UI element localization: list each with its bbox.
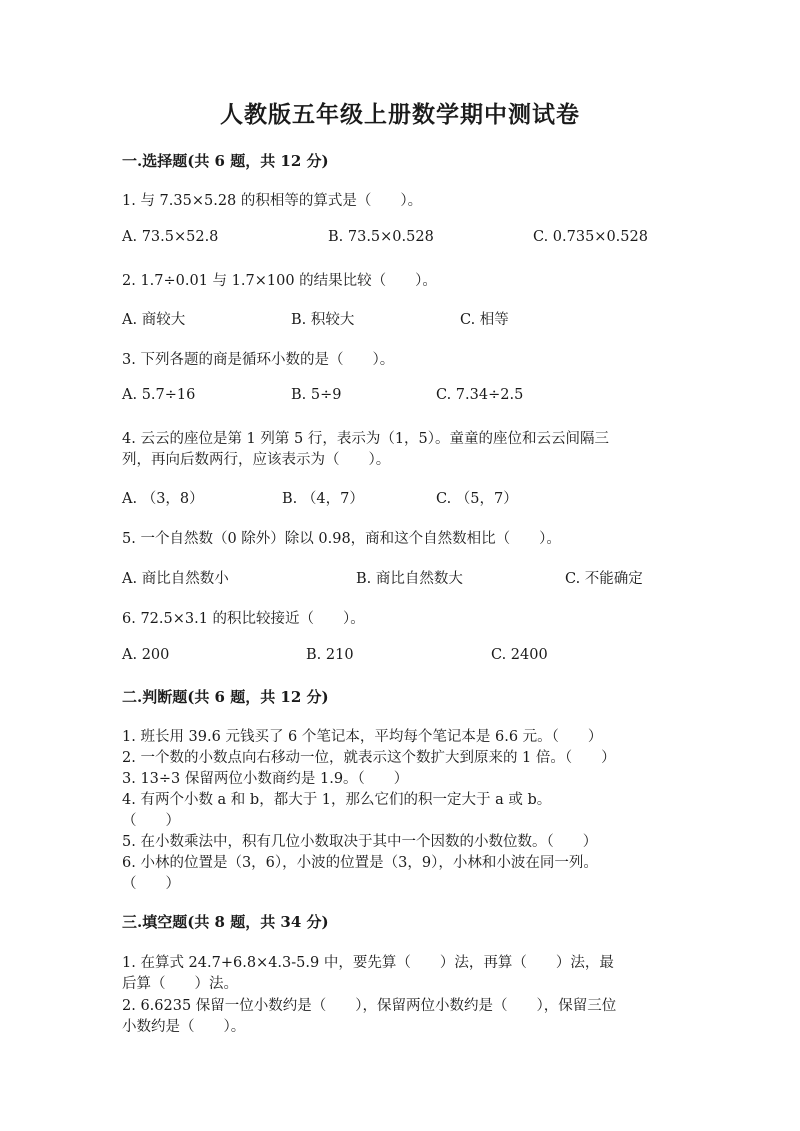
option-a: A. 商较大 — [122, 312, 186, 328]
option-a: A. 商比自然数小 — [122, 571, 229, 587]
judgement-item-continued: （ ） — [122, 876, 180, 892]
question-stem: 4. 云云的座位是第 1 列第 5 行，表示为（1，5）。童童的座位和云云间隔三 — [122, 431, 610, 447]
option-c: C. 0.735×0.528 — [533, 229, 648, 245]
question-stem: 3. 下列各题的商是循环小数的是（ ）。 — [122, 352, 395, 368]
question-stem-continued: 列，再向后数两行，应该表示为（ ）。 — [122, 452, 391, 468]
judgement-item: 5. 在小数乘法中，积有几位小数取决于其中一个因数的小数位数。（ ） — [122, 834, 598, 850]
option-b: B. 210 — [306, 647, 354, 663]
fill-in-item-continued: 后算（ ）法。 — [122, 976, 238, 992]
fill-in-item: 1. 在算式 24.7+6.8×4.3-5.9 中，要先算（ ）法，再算（ ）法，最 — [122, 955, 614, 971]
section-heading-choice: 一.选择题(共 6 题，共 12 分) — [122, 152, 329, 170]
question-stem: 6. 72.5×3.1 的积比较接近（ ）。 — [122, 611, 365, 627]
judgement-item: 2. 一个数的小数点向右移动一位，就表示这个数扩大到原来的 1 倍。（ ） — [122, 750, 616, 766]
question-stem: 1. 与 7.35×5.28 的积相等的算式是（ ）。 — [122, 193, 423, 209]
option-b: B. 5÷9 — [291, 387, 342, 403]
option-b: B. （4，7） — [282, 491, 364, 507]
judgement-item: 4. 有两个小数 a 和 b，都大于 1，那么它们的积一定大于 a 或 b。 — [122, 792, 552, 808]
judgement-item: 6. 小林的位置是（3，6），小波的位置是（3，9），小林和小波在同一列。 — [122, 855, 598, 871]
option-c: C. 2400 — [491, 647, 548, 663]
fill-in-item: 2. 6.6235 保留一位小数约是（ ），保留两位小数约是（ ），保留三位 — [122, 998, 617, 1014]
question-stem: 2. 1.7÷0.01 与 1.7×100 的结果比较（ ）。 — [122, 273, 437, 289]
judgement-item: 1. 班长用 39.6 元钱买了 6 个笔记本，平均每个笔记本是 6.6 元。（ ） — [122, 729, 603, 745]
option-a: A. 73.5×52.8 — [122, 229, 219, 245]
page-title: 人教版五年级上册数学期中测试卷 — [220, 101, 580, 128]
option-a: A. （3，8） — [122, 491, 204, 507]
section-heading-fill-in: 三.填空题(共 8 题，共 34 分) — [122, 913, 329, 931]
option-b: B. 73.5×0.528 — [328, 229, 434, 245]
option-a: A. 5.7÷16 — [122, 387, 196, 403]
judgement-item-continued: （ ） — [122, 813, 180, 829]
section-heading-judgement: 二.判断题(共 6 题，共 12 分) — [122, 688, 329, 706]
fill-in-item-continued: 小数约是（ ）。 — [122, 1019, 246, 1035]
option-b: B. 商比自然数大 — [356, 571, 463, 587]
judgement-item: 3. 13÷3 保留两位小数商约是 1.9。（ ） — [122, 771, 409, 787]
option-c: C. 不能确定 — [565, 571, 643, 587]
option-c: C. （5，7） — [436, 491, 518, 507]
option-a: A. 200 — [122, 647, 170, 663]
option-c: C. 7.34÷2.5 — [436, 387, 524, 403]
option-c: C. 相等 — [460, 312, 509, 328]
option-b: B. 积较大 — [291, 312, 355, 328]
question-stem: 5. 一个自然数（0 除外）除以 0.98，商和这个自然数相比（ ）。 — [122, 531, 561, 547]
